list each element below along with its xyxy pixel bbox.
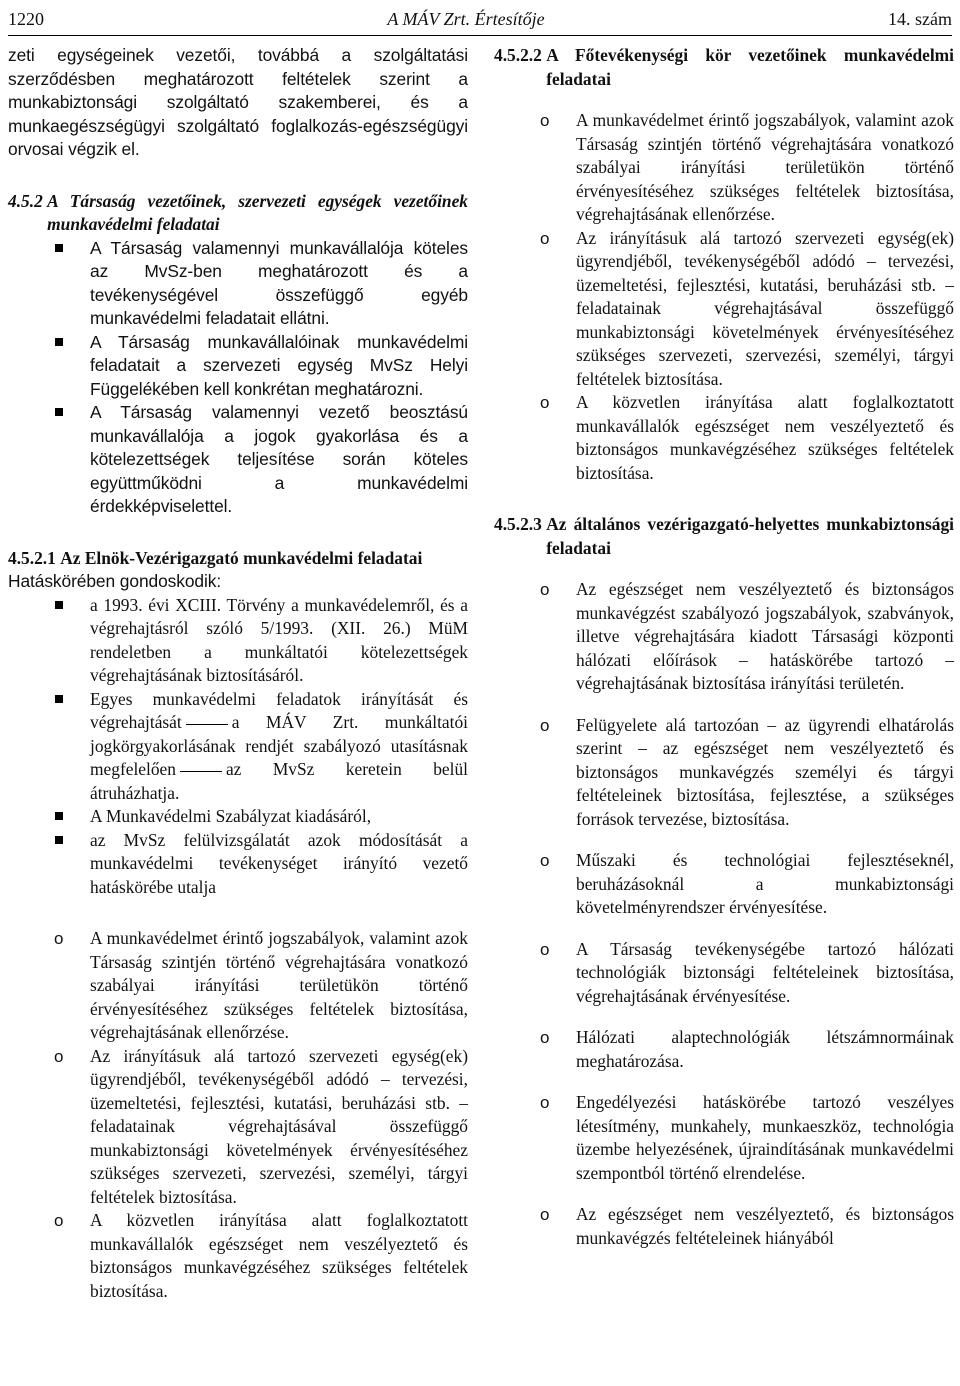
issue-number: 14. szám (888, 8, 952, 29)
list-item: o A munkavédelmet érintő jogszabályok, valamint azok Társaság szintjén történő végrehajtására vonatkozó szabályai irányítási területükön történő érvényesítéséhez szükséges feltételek biztosítása, végrehajtásának ellenőrzése. (54, 928, 468, 1042)
list-item: o Műszaki és technológiai fejlesztéseknél, beruházásoknál a munkabiztonsági követelményrendszer érvényesítése. (540, 850, 954, 917)
list-item: Egyes munkavédelmi feladatok irányítását és végrehajtását a MÁV Zrt. munkáltatói jogkörgyakorlásának rendjét szabályozó utasításnak megfelelően az MvSz keretein belül átruházhatja. (8, 688, 468, 806)
circle-bullet-icon: o (54, 929, 64, 948)
list-item: o Hálózati alaptechnológiák létszámnormáinak meghatározása. (540, 1027, 954, 1071)
square-bullet-icon (55, 812, 63, 820)
circle-bullet-icon: o (540, 1205, 550, 1224)
list-item: a 1993. évi XCIII. Törvény a munkavédelemről, és a végrehajtásról szóló 5/1993. (XII. 26.) MüM rendeletben a munkáltatói kötelezettségek végrehajtásának biztosításáról. (8, 594, 468, 688)
list-item: o Az irányításuk alá tartozó szervezeti egység(ek) ügyrendjéből, tevékenységéből adódó – tervezési, üzemeltetési, fejlesztési, kutatási, beruházási stb. – feladatainak végrehajtásával összefüggő munkabiztonsági követelmények érvényesítéséhez szükséges szervezeti, szervezési, személyi, tárgyi feltételek biztosítása. (540, 227, 954, 389)
section-title: A Társaság vezetőinek, szervezeti egységek vezetőinek munkavédelmi feladatai (47, 190, 468, 234)
circle-bullet-icon: o (540, 393, 550, 412)
list-item: o Az egészséget nem veszélyeztető, és biztonságos munkavégzés feltételeinek hiányából (540, 1204, 954, 1248)
circle-bullet-icon: o (540, 851, 550, 870)
section-4-5-2-list (8, 237, 468, 519)
left-column (8, 44, 468, 1303)
section-number: 4.5.2.2 (494, 45, 542, 65)
list-item: o Az egészséget nem veszélyeztető és biztonságos munkavégzést szabályozó jogszabályok, szabványok, illetve végrehajtására kiadott Társasági központi hálózati előírások – hatáskörébe tartozó – végrehajtásának biztosítása irányítási területén. (540, 579, 954, 693)
list-item: o A közvetlen irányítása alatt foglalkoztatott munkavállalók egészséget nem veszélyeztető és biztonságos munkavégzéséhez szükséges feltételek biztosítása. (54, 1210, 468, 1301)
list-item: az MvSz felülvizsgálatát azok módosítását a munkavédelmi tevékenységet irányító vezető hatáskörébe utalja (8, 829, 468, 900)
journal-title: A MÁV Zrt. Értesítője (387, 8, 545, 29)
dash-rule (180, 771, 222, 772)
page-header (8, 4, 952, 34)
circle-bullet-icon: o (540, 228, 550, 248)
section-4-5-2-2-heading (494, 44, 954, 91)
list-item: o Az irányításuk alá tartozó szervezeti egység(ek) ügyrendjéből, tevékenységéből adódó – tervezési, üzemeltetési, fejlesztési, kutatási, beruházási stb. – feladatainak végrehajtásával összefüggő munkabiztonsági követelmények érvényesítéséhez szükséges szervezeti, szervezési, személyi, tárgyi feltételek biztosítása. (54, 1045, 468, 1207)
list-item: o Felügyelete alá tartozóan – az ügyrendi elhatárolás szerint – az egészséget nem veszélyeztető és biztonságos munkavégzés személyi és tárgyi feltételeinek biztosítása, fejlesztése, a szükséges források tervezése, biztosítása. (540, 714, 954, 829)
section-4-5-2-1-heading (8, 547, 468, 571)
square-bullet-icon (55, 338, 63, 346)
list-item: A Társaság munkavállalóinak munkavédelmi feladatait a szervezeti egység MvSz Helyi Függelékében kell konkrétan meghatározni. (8, 331, 468, 402)
circle-bullet-icon: o (54, 1211, 64, 1230)
section-title: A Főtevékenységi kör vezetőinek munkavédelmi feladatai (546, 45, 954, 89)
list-item: A Társaság valamennyi munkavállalója köteles az MvSz-ben meghatározott és a tevékenységével összefüggő egyéb munkavédelmi feladatait ellátni. (8, 237, 468, 331)
section-4-5-2-heading (8, 190, 468, 237)
square-bullet-icon (55, 601, 63, 609)
square-bullet-icon (55, 695, 63, 703)
dash-rule (186, 724, 228, 725)
list-item: o A Társaság tevékenységébe tartozó hálózati technológiák biztonsági feltételeinek biztosítása, végrehajtásának érvényesítése. (540, 938, 954, 1006)
header-rule (8, 35, 952, 36)
hataskor-line: Hatáskörében gondoskodik: (8, 571, 222, 591)
section-title: Az általános vezérigazgató-helyettes munkabiztonsági feladatai (546, 514, 954, 558)
list-item: o Engedélyezési hatáskörébe tartozó veszélyes létesítmény, munkahely, munkaeszköz, technológia üzembe helyezésének, újraindításának munkavédelmi szempontból történő elrendelése. (540, 1092, 954, 1183)
square-bullet-icon (55, 836, 63, 844)
page-number: 1220 (8, 8, 44, 29)
section-number: 4.5.2 (8, 190, 43, 211)
circle-bullet-icon: o (540, 580, 550, 599)
list-item: o A közvetlen irányítása alatt foglalkoztatott munkavállalók egészséget nem veszélyeztető és biztonságos munkavégzéséhez szükséges feltételek biztosítása. (540, 392, 954, 483)
circle-bullet-icon: o (540, 111, 550, 130)
list-item: o A munkavédelmet érintő jogszabályok, valamint azok Társaság szintjén történő végrehajtására vonatkozó szabályai irányítási területükön történő érvényesítéséhez szükséges feltételek biztosítása, végrehajtásának ellenőrzése. (540, 110, 954, 224)
section-number: 4.5.2.1 (8, 547, 56, 568)
right-o-list (494, 109, 954, 485)
right-o2-list (494, 578, 954, 1250)
circle-bullet-icon: o (540, 1093, 550, 1112)
right-column (494, 44, 954, 1250)
section-4-5-2-3-heading (494, 513, 954, 560)
left-o-list (8, 927, 468, 1303)
square-bullet-icon (55, 408, 63, 416)
list-item: A Munkavédelmi Szabályzat kiadásáról, (8, 805, 468, 829)
intro-paragraph: zeti egységeinek vezetői, továbbá a szolgáltatási szerződésben meghatározott feltételek szerint a munkabiztonsági szolgáltató szakemberei, és a munkaegészségügyi szolgáltató foglalkozás-egészségügyi orvosai végzik el. (8, 45, 468, 159)
section-title: Az Elnök-Vezérigazgató munkavédelmi feladatai (60, 547, 423, 568)
section-number: 4.5.2.3 (494, 514, 542, 534)
section-4-5-2-1-list (8, 594, 468, 900)
square-bullet-icon (55, 244, 63, 252)
list-item: A Társaság valamennyi vezető beosztású munkavállalója a jogok gyakorlása és a kötelezettségek teljesítése során köteles együttműködni a munkavédelmi érdekképviselettel. (8, 401, 468, 519)
circle-bullet-icon: o (540, 715, 550, 735)
circle-bullet-icon: o (54, 1046, 64, 1066)
circle-bullet-icon: o (540, 939, 550, 959)
circle-bullet-icon: o (540, 1028, 550, 1047)
